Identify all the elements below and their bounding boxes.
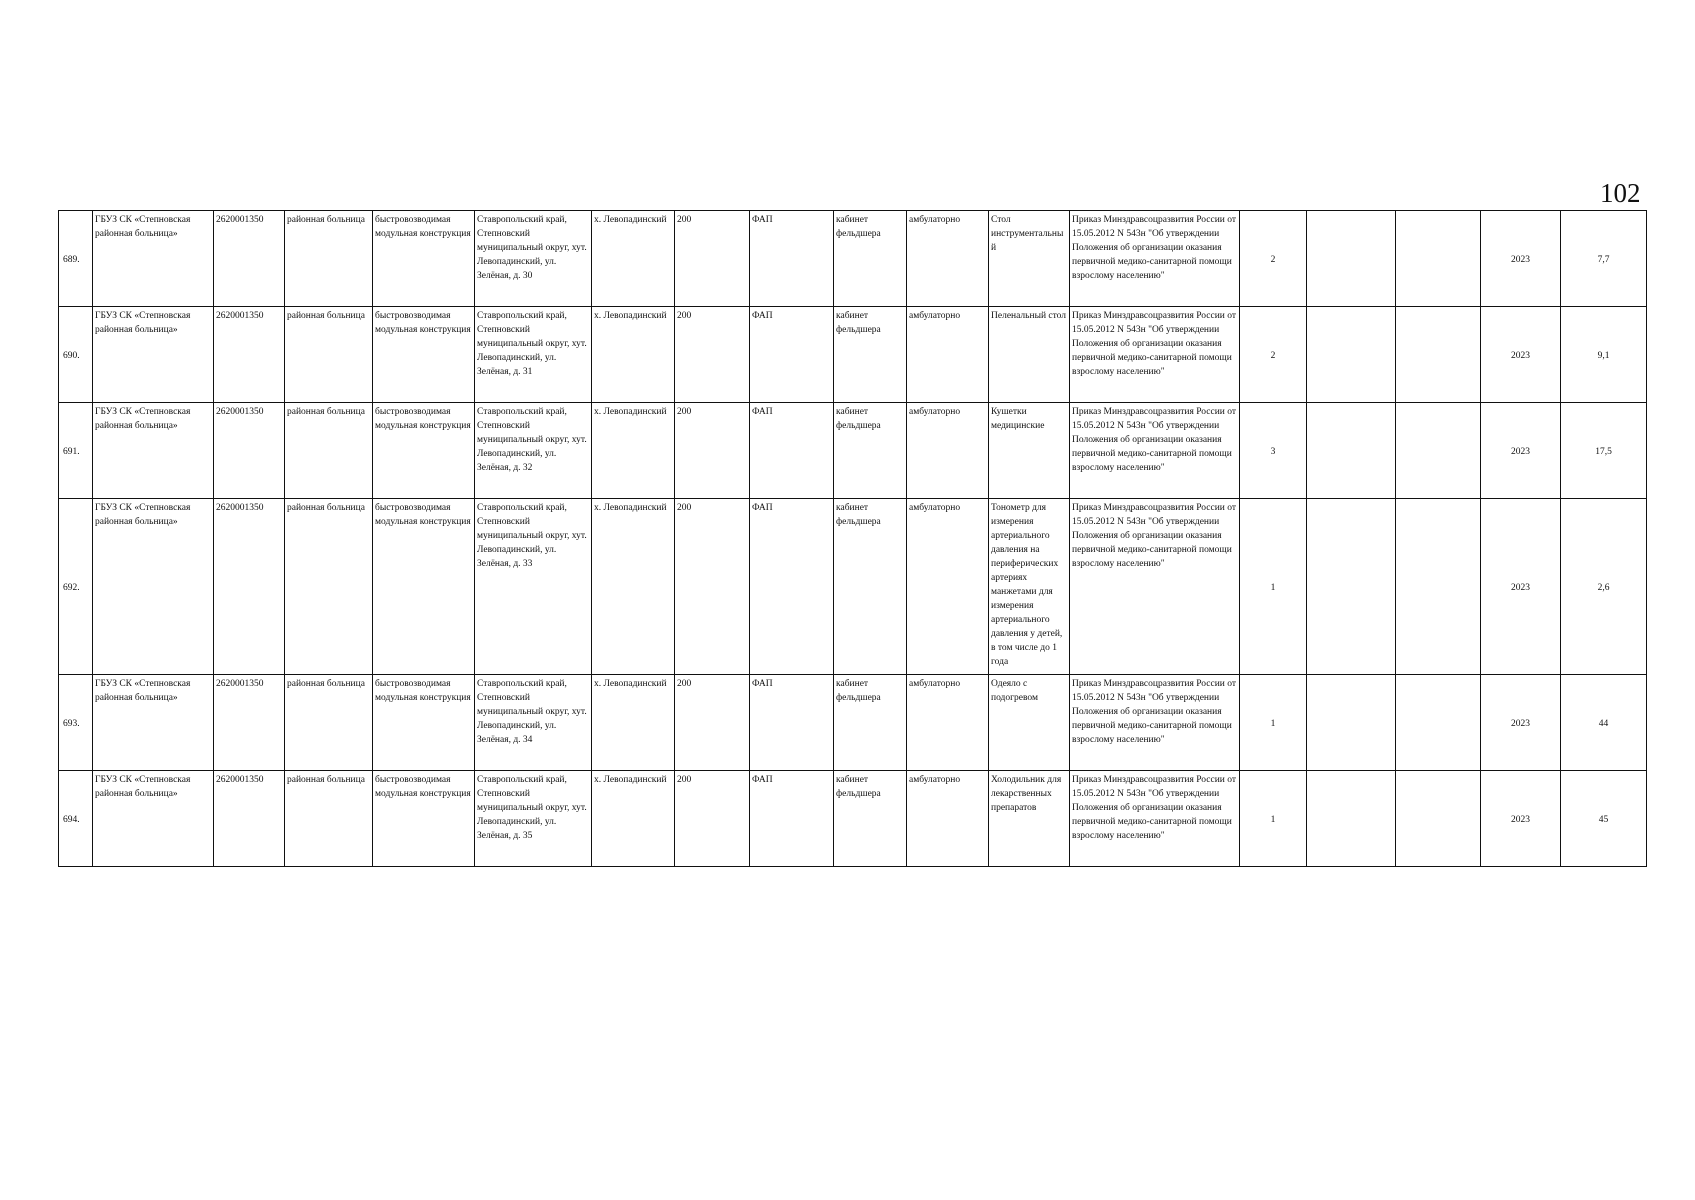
year-cell: 2023 — [1481, 771, 1561, 867]
equipment-cell: Кушетки медицинские — [989, 403, 1070, 499]
empty-cell — [1396, 403, 1481, 499]
population-cell: 200 — [675, 675, 750, 771]
equipment-cell: Холодильник для лекарственных препаратов — [989, 771, 1070, 867]
settlement-cell: х. Левопадинский — [592, 771, 675, 867]
population-cell: 200 — [675, 771, 750, 867]
settlement-cell: х. Левопадинский — [592, 307, 675, 403]
empty-cell — [1307, 771, 1396, 867]
year-cell: 2023 — [1481, 675, 1561, 771]
table-row — [59, 675, 1647, 771]
row-number: 693. — [59, 675, 93, 771]
year-cell: 2023 — [1481, 211, 1561, 307]
unit-type-cell: ФАП — [750, 307, 834, 403]
settlement-cell: х. Левопадинский — [592, 675, 675, 771]
empty-cell — [1307, 403, 1396, 499]
address-cell: Ставропольский край, Степновский муниципальный округ, хут. Левопадинский, ул. Зелёная, д. 30 — [475, 211, 592, 307]
population-cell: 200 — [675, 211, 750, 307]
quantity-cell: 3 — [1240, 403, 1307, 499]
equipment-cell: Тонометр для измерения артериального давления на периферических артериях манжетами для измерения артериального давления у детей, в том числе до 1 года — [989, 499, 1070, 675]
settlement-cell: х. Левопадинский — [592, 499, 675, 675]
address-cell: Ставропольский край, Степновский муниципальный округ, хут. Левопадинский, ул. Зелёная, д. 31 — [475, 307, 592, 403]
building-type-cell: быстровозводимая модульная конструкция — [373, 403, 475, 499]
care-condition-cell: амбулаторно — [907, 307, 989, 403]
unit-type-cell: ФАП — [750, 771, 834, 867]
quantity-cell: 1 — [1240, 771, 1307, 867]
inn-cell: 2620001350 — [214, 675, 285, 771]
quantity-cell: 2 — [1240, 211, 1307, 307]
room-cell: кабинет фельдшера — [834, 771, 907, 867]
room-cell: кабинет фельдшера — [834, 307, 907, 403]
cost-cell: 7,7 — [1561, 211, 1647, 307]
organization-cell: ГБУЗ СК «Степновская районная больница» — [93, 675, 214, 771]
unit-type-cell: ФАП — [750, 403, 834, 499]
org-type-cell: районная больница — [285, 307, 373, 403]
cost-cell: 17,5 — [1561, 403, 1647, 499]
org-type-cell: районная больница — [285, 771, 373, 867]
table-row — [59, 771, 1647, 867]
equipment-cell: Пеленальный стол — [989, 307, 1070, 403]
quantity-cell: 1 — [1240, 675, 1307, 771]
room-cell: кабинет фельдшера — [834, 499, 907, 675]
room-cell: кабинет фельдшера — [834, 675, 907, 771]
care-condition-cell: амбулаторно — [907, 403, 989, 499]
address-cell: Ставропольский край, Степновский муниципальный округ, хут. Левопадинский, ул. Зелёная, д. 35 — [475, 771, 592, 867]
org-type-cell: районная больница — [285, 499, 373, 675]
equipment-cell: Одеяло с подогревом — [989, 675, 1070, 771]
regulation-cell: Приказ Минздравсоцразвития России от 15.05.2012 N 543н "Об утверждении Положения об организации оказания первичной медико-санитарной помощи взрослому населению" — [1070, 307, 1240, 403]
year-cell: 2023 — [1481, 307, 1561, 403]
regulation-cell: Приказ Минздравсоцразвития России от 15.05.2012 N 543н "Об утверждении Положения об организации оказания первичной медико-санитарной помощи взрослому населению" — [1070, 771, 1240, 867]
empty-cell — [1307, 307, 1396, 403]
unit-type-cell: ФАП — [750, 499, 834, 675]
row-number: 689. — [59, 211, 93, 307]
regulation-cell: Приказ Минздравсоцразвития России от 15.05.2012 N 543н "Об утверждении Положения об организации оказания первичной медико-санитарной помощи взрослому населению" — [1070, 499, 1240, 675]
table-row — [59, 499, 1647, 675]
unit-type-cell: ФАП — [750, 675, 834, 771]
org-type-cell: районная больница — [285, 211, 373, 307]
care-condition-cell: амбулаторно — [907, 675, 989, 771]
row-number: 694. — [59, 771, 93, 867]
empty-cell — [1396, 675, 1481, 771]
inn-cell: 2620001350 — [214, 771, 285, 867]
settlement-cell: х. Левопадинский — [592, 403, 675, 499]
population-cell: 200 — [675, 499, 750, 675]
equipment-register-table — [58, 210, 1647, 867]
inn-cell: 2620001350 — [214, 499, 285, 675]
cost-cell: 9,1 — [1561, 307, 1647, 403]
org-type-cell: районная больница — [285, 675, 373, 771]
organization-cell: ГБУЗ СК «Степновская районная больница» — [93, 307, 214, 403]
address-cell: Ставропольский край, Степновский муниципальный округ, хут. Левопадинский, ул. Зелёная, д. 32 — [475, 403, 592, 499]
organization-cell: ГБУЗ СК «Степновская районная больница» — [93, 499, 214, 675]
year-cell: 2023 — [1481, 499, 1561, 675]
cost-cell: 2,6 — [1561, 499, 1647, 675]
building-type-cell: быстровозводимая модульная конструкция — [373, 211, 475, 307]
population-cell: 200 — [675, 403, 750, 499]
inn-cell: 2620001350 — [214, 403, 285, 499]
row-number: 691. — [59, 403, 93, 499]
regulation-cell: Приказ Минздравсоцразвития России от 15.05.2012 N 543н "Об утверждении Положения об организации оказания первичной медико-санитарной помощи взрослому населению" — [1070, 675, 1240, 771]
quantity-cell: 1 — [1240, 499, 1307, 675]
care-condition-cell: амбулаторно — [907, 499, 989, 675]
empty-cell — [1396, 211, 1481, 307]
table-row — [59, 307, 1647, 403]
equipment-cell: Стол инструментальный — [989, 211, 1070, 307]
row-number: 692. — [59, 499, 93, 675]
regulation-cell: Приказ Минздравсоцразвития России от 15.05.2012 N 543н "Об утверждении Положения об организации оказания первичной медико-санитарной помощи взрослому населению" — [1070, 211, 1240, 307]
room-cell: кабинет фельдшера — [834, 211, 907, 307]
address-cell: Ставропольский край, Степновский муниципальный округ, хут. Левопадинский, ул. Зелёная, д. 34 — [475, 675, 592, 771]
cost-cell: 45 — [1561, 771, 1647, 867]
year-cell: 2023 — [1481, 403, 1561, 499]
inn-cell: 2620001350 — [214, 211, 285, 307]
organization-cell: ГБУЗ СК «Степновская районная больница» — [93, 211, 214, 307]
cost-cell: 44 — [1561, 675, 1647, 771]
empty-cell — [1307, 211, 1396, 307]
inn-cell: 2620001350 — [214, 307, 285, 403]
settlement-cell: х. Левопадинский — [592, 211, 675, 307]
table-row — [59, 211, 1647, 307]
address-cell: Ставропольский край, Степновский муниципальный округ, хут. Левопадинский, ул. Зелёная, д. 33 — [475, 499, 592, 675]
organization-cell: ГБУЗ СК «Степновская районная больница» — [93, 403, 214, 499]
empty-cell — [1396, 307, 1481, 403]
empty-cell — [1396, 499, 1481, 675]
empty-cell — [1307, 499, 1396, 675]
building-type-cell: быстровозводимая модульная конструкция — [373, 307, 475, 403]
room-cell: кабинет фельдшера — [834, 403, 907, 499]
care-condition-cell: амбулаторно — [907, 771, 989, 867]
regulation-cell: Приказ Минздравсоцразвития России от 15.05.2012 N 543н "Об утверждении Положения об организации оказания первичной медико-санитарной помощи взрослому населению" — [1070, 403, 1240, 499]
quantity-cell: 2 — [1240, 307, 1307, 403]
page-number: 102 — [1600, 178, 1641, 208]
empty-cell — [1396, 771, 1481, 867]
unit-type-cell: ФАП — [750, 211, 834, 307]
building-type-cell: быстровозводимая модульная конструкция — [373, 499, 475, 675]
empty-cell — [1307, 675, 1396, 771]
organization-cell: ГБУЗ СК «Степновская районная больница» — [93, 771, 214, 867]
row-number: 690. — [59, 307, 93, 403]
building-type-cell: быстровозводимая модульная конструкция — [373, 771, 475, 867]
building-type-cell: быстровозводимая модульная конструкция — [373, 675, 475, 771]
org-type-cell: районная больница — [285, 403, 373, 499]
table-row — [59, 403, 1647, 499]
care-condition-cell: амбулаторно — [907, 211, 989, 307]
population-cell: 200 — [675, 307, 750, 403]
